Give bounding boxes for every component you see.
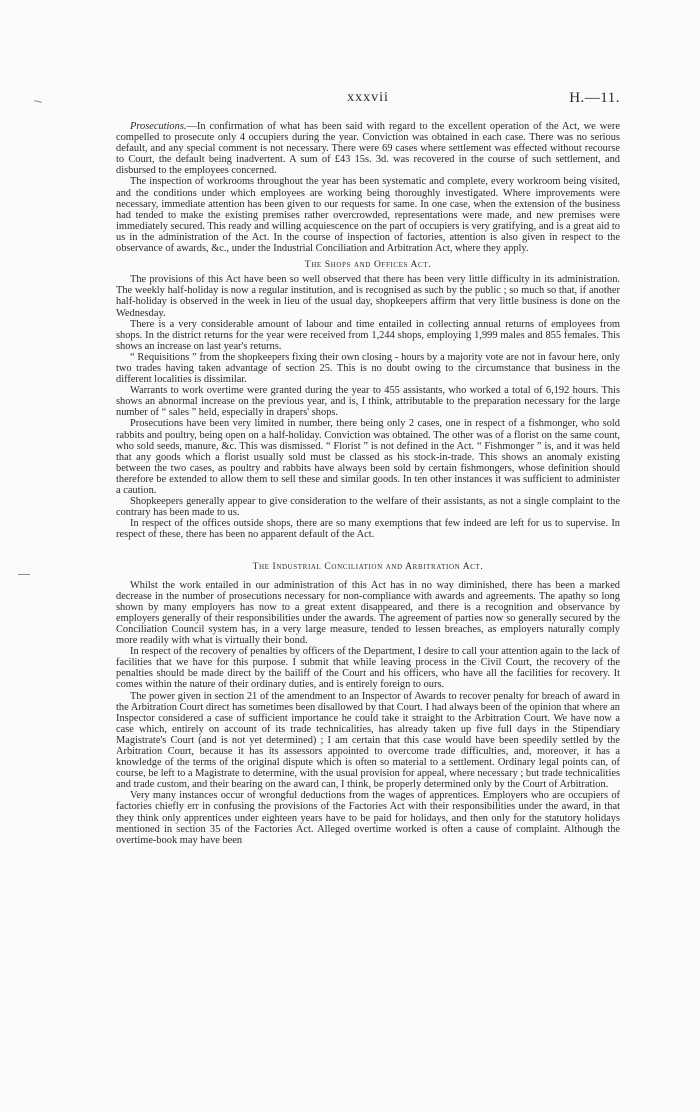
paragraph: In respect of the offices outside shops, there are so many exemptions that few indeed are left for us to supervise. In respect of these, there has been no apparent default of the Act. bbox=[116, 518, 620, 541]
page-number: xxxvii bbox=[347, 90, 389, 105]
section-heading: The Shops and Offices Act. bbox=[304, 259, 432, 271]
section-heading: The Industrial Conciliation and Arbitration Act. bbox=[252, 561, 484, 573]
paragraph: Warrants to work overtime were granted during the year to 455 assistants, who worked a total of 6,192 hours. This shows an abnormal increase on the previous year, and is, I think, attributable to the preparation necessary for the large number of “ sales ” held, especially in drapers' shops. bbox=[116, 385, 620, 419]
paragraph: Shopkeepers generally appear to give consideration to the welfare of their assistants, as not a single complaint to the contrary has been made to us. bbox=[116, 496, 620, 519]
section-industrial-conciliation-act bbox=[116, 561, 620, 845]
paragraph: “ Requisitions ” from the shopkeepers fixing their own closing - hours by a majority vote are not in favour here, only two trades having taken advantage of section 25. This is no doubt owing to the circumstance that business in the different localities is dissimilar. bbox=[116, 351, 620, 386]
run-in-heading: Prosecutions. bbox=[130, 121, 187, 132]
document-reference: H.—11. bbox=[569, 90, 620, 106]
paragraph: The inspection of workrooms throughout the year has been systematic and complete, every workroom being visited, and the conditions under which employees are working being thoroughly investigated. Where improvements were necessary, immediate attention has been given to our requests for same. In one case, when the extension of the business had tended to make the existing premises rather overcrowded, representations were made, and new premises were immediately secured. This ready and willing acquiescence on the part of occupiers is very gratifying, and is a great aid to us in the administration of the Act. In the course of inspection of factories, attention is also given in respect to the observance of awards, &c., under the Industrial Conciliation and Arbitration Act, where they apply. bbox=[116, 176, 620, 255]
paragraph: Very many instances occur of wrongful deductions from the wages of apprentices. Employers who are occupiers of factories chiefly err in confusing the provisions of the Factories Act with their responsibilities under the award, in that they think only apprentices under eighteen years have to be paid for holidays, and then only for the statutory holidays mentioned in section 35 of the Factories Act. Alleged overtime worked is often a cause of complaint. Although the overtime-book may have been bbox=[116, 790, 620, 846]
margin-mark bbox=[18, 574, 30, 575]
paragraph: The provisions of this Act have been so well observed that there has been very little difficulty in its administration. The weekly half-holiday is now a regular institution, and is recognised as such by the public ; so much so that, if another half-holiday is observed in the week in lieu of the usual day, shopkeepers affirm that very little business is done on the Wednesday. bbox=[116, 274, 620, 319]
section-prosecutions bbox=[116, 121, 620, 254]
paragraph: There is a very considerable amount of labour and time entailed in collecting annual returns of employees from shops. In the district returns for the year were received from 1,244 shops, employing 1,999 males and 855 females. This shows an increase on last year's returns. bbox=[116, 318, 620, 352]
paragraph-text: —In confirmation of what has been said with regard to the excellent operation of the Act, we were compelled to prosecute only 4 occupiers during the year. Conviction was obtained in each case. There was no serious default, and any special comment is not necessary. There were 69 cases where settlement was effected without recourse to Court, the default being inadvertent. A sum of £43 15s. 3d. was recovered in the course of such settlement, and disbursed to the employees concerned. bbox=[116, 121, 620, 177]
margin-mark bbox=[34, 100, 42, 103]
document-body bbox=[116, 121, 620, 846]
paragraph: Prosecutions have been very limited in number, there being only 2 cases, one in respect of a fishmonger, who sold rabbits and poultry, being open on a half-holiday. Conviction was obtained. The other was of a florist on the same count, who sold seeds, manure, &c. This was dismissed. “ Florist ” is not defined in the Act. “ Fishmonger ” is, and it was held that any goods which a florist usually sold must be classed as his stock-in-trade. This shows an anomaly existing between the two cases, as poultry and rabbits have always been sold by certain fishmongers, whose definition should therefore be extended to allow them to sell these and similar goods. In ten other instances it was sufficient to administer a caution. bbox=[116, 418, 620, 496]
paragraph: The power given in section 21 of the amendment to an Inspector of Awards to recover penalty for breach of award in the Arbitration Court direct has sometimes been disallowed by that Court. I had always been of the opinion that where an Inspector considered a case of sufficient importance he could take it straight to the Arbitration Court. We have now a case which, entirely on account of its trade technicalities, has already taken up five full days in the Stipendiary Magistrate's Court (and is not yet determined) ; I am certain that this case would have been speedily settled by the Arbitration Court, because it has its assessors appointed to overcome trade difficulties, and, moreover, it has a knowledge of the terms of the original dispute which is often so material to a settlement. Ordinary legal points can, of course, be left to a Magistrate to determine, with the usual provision for appeal, where necessary ; but trade technicalities and trade custom, and their bearing on the award can, I think, be properly determined only by the Court of Arbitration. bbox=[116, 690, 620, 791]
paragraph: Whilst the work entailed in our administration of this Act has in no way diminished, there has been a marked decrease in the number of prosecutions necessary for non-compliance with awards and agreements. The apathy so long shown by many employers has now to a great extent disappeared, and there is a recognition and observance by employers generally of their responsibilities under the awards. The agreement of parties now so generally secured by the Conciliation Council system has, in a very large measure, tended to lessen breaches, as employers naturally comply more readily with what is virtually their bond. bbox=[116, 579, 620, 647]
paragraph bbox=[116, 121, 620, 176]
paragraph: In respect of the recovery of penalties by officers of the Department, I desire to call your attention again to the lack of facilities that we have for this purpose. I submit that while leaving process in the Civil Court, the recovery of the penalties should be made direct by the bailiff of the Court and his officers, who have all the facilities for recovery. It comes within the nature of their ordinary duties, and is entirely foreign to ours. bbox=[116, 646, 620, 691]
page-header bbox=[116, 90, 620, 110]
section-shops-and-offices-act bbox=[116, 259, 620, 540]
